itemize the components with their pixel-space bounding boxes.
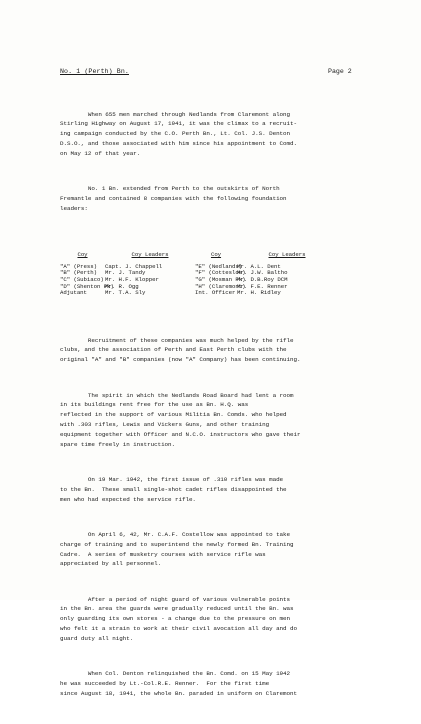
company-cell: Int. Officer	[195, 289, 236, 297]
paragraph: On 19 Mar. 1942, the first issue of .310 rifles was made to the Bn. These small single-shot cadet rifles disappointed the men who had expected the service rifle.	[60, 475, 287, 503]
company-leaders-table	[60, 252, 360, 297]
company-cell: "D" (Shenton Pk)	[60, 282, 114, 290]
table-header: Coy Leaders	[268, 250, 306, 258]
company-cell: "E" (Nedlands)	[195, 262, 243, 270]
leader-cell: Mr. J. Tandy	[105, 269, 146, 277]
unit-heading: No. 1 (Perth) Bn.	[60, 68, 129, 75]
company-cell: Adjutant	[60, 289, 87, 297]
leader-cell: Mr. R. Ogg	[105, 282, 139, 290]
table-header: Coy	[210, 250, 222, 258]
company-cell: "C" (Subiaco)	[60, 276, 104, 284]
leader-cell: Mr. A.L. Dent	[237, 262, 281, 270]
paragraph: When Col. Denton relinquished the Bn. Comd. on 15 May 1942 he was succeeded by Lt.-Col.R.E. Renner. For the first time since August 18, 1941, the whole Bn. paraded in uniform on Claremont	[60, 670, 297, 697]
page-number: Page 2	[328, 68, 352, 75]
company-cell: "G" (Mosman Pk)	[195, 276, 246, 284]
document-body	[60, 90, 360, 724]
paragraph: No. 1 Bn. extended from Perth to the outskirts of North Fremantle and contained 8 companies with the following foundation leaders:	[60, 185, 287, 212]
paragraph: After a period of night guard of various vulnerable points in the Bn. area the guards were gradually reduced until the Bn. was only guarding its own stores - a change due to the pressure on men who felt it a strain to work at their civil avocation all day and do guard duty all night.	[60, 595, 297, 642]
table-header: Coy	[77, 250, 88, 258]
table-header: Coy Leaders	[131, 250, 169, 258]
company-cell: "B" (Perth)	[60, 269, 97, 277]
paragraph: On April 6, 42, Mr. C.A.F. Costellow was appointed to take charge of training and to superintend the newly formed Bn. Training Cadre. A series of musketry courses with service rifle was appreciated by all personnel.	[60, 530, 294, 568]
company-cell: "A" (Press)	[60, 262, 97, 270]
paragraph: The spirit in which the Nedlands Road Board had lent a room in its buildings rent free for the use as Bn. H.Q. was reflected in the support of various Militia Bn. Comds. who helped with .303 rifles, Lewis and Vickers Guns, and other training equipment together with Officer and N.C.O. instructors who gave their spare time freely in instruction.	[60, 391, 301, 448]
company-cell: "F" (Cottesloe)	[195, 269, 246, 277]
leader-cell: Mr. T.A. Sly	[105, 289, 146, 297]
company-cell: "H" (Claremont)	[195, 282, 246, 290]
leader-cell: Mr. H.F. Klopper	[105, 276, 159, 284]
paragraph: Recruitment of these companies was much helped by the rifle clubs, and the association of Perth and East Perth clubs with the original "A" and "B" companies (now "A" Company) has been continuing.	[60, 336, 301, 364]
leader-cell: Mr. F.E. Renner	[237, 282, 288, 290]
leader-cell: Capt. J. Chappell	[105, 262, 163, 270]
leader-cell: Mr. H. Ridley	[237, 289, 281, 297]
leader-cell: Mr. D.B.Roy DCM	[237, 276, 288, 284]
leader-cell: Mr. J.W. Baltho	[237, 269, 288, 277]
paragraph: When 655 men marched through Nedlands from Claremont along Stirling Highway on August 17, 1941, it was the climax to a recruit- ing campaign conducted by the C.O. Perth Bn., Lt. Col. J.S. Denton D.S.O., and those associated with him since his appointment to Comd. on May 12 of that year.	[60, 110, 297, 157]
